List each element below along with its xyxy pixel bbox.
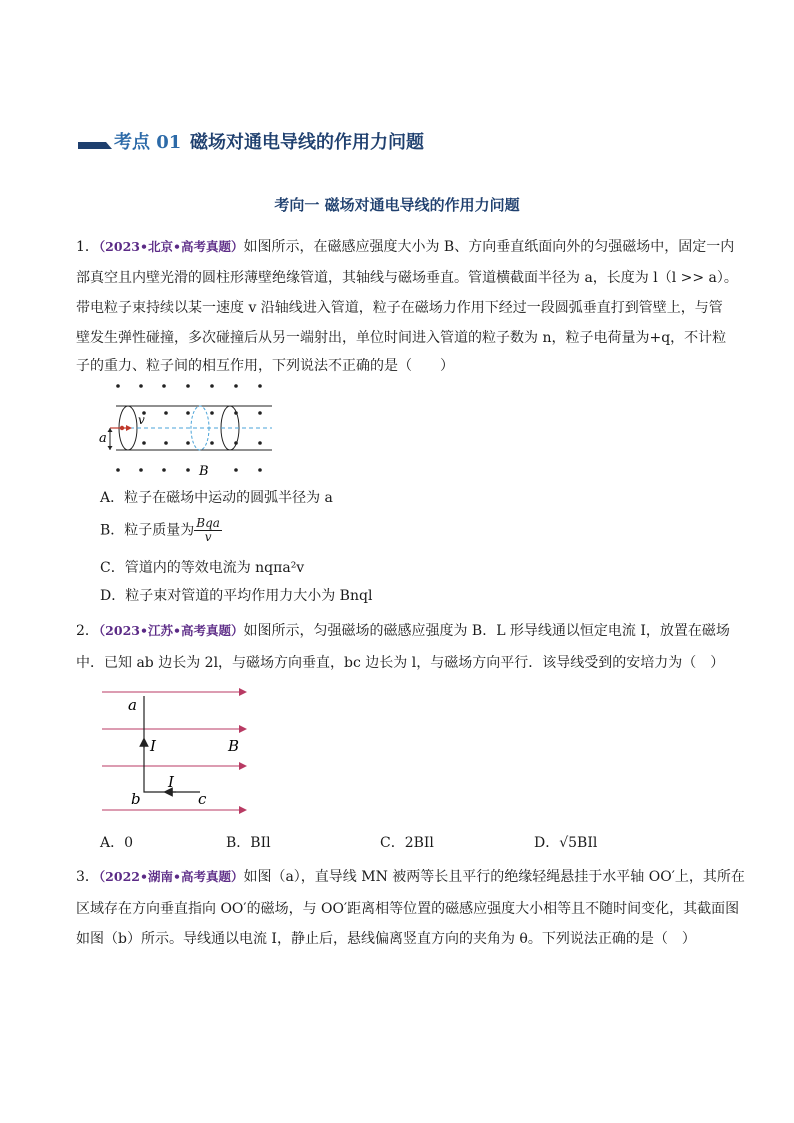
section-title: 磁场对通电导线的作用力问题 bbox=[190, 132, 424, 153]
q2-label-a: a bbox=[128, 696, 137, 714]
section-number: 考点 01 bbox=[114, 132, 182, 153]
q1-option-b-fraction bbox=[194, 517, 222, 544]
q2-option-d: D．√5BIl bbox=[534, 835, 598, 851]
fraction-numerator: Bqa bbox=[196, 516, 220, 530]
section-heading bbox=[78, 128, 448, 152]
subheading: 考向一 磁场对通电导线的作用力问题 bbox=[274, 196, 520, 214]
q2-number: 2． bbox=[76, 623, 99, 639]
q2-label-b: b bbox=[131, 790, 141, 808]
q2-line-2: 中．已知 ab 边长为 2l，与磁场方向垂直，bc 边长为 l，与磁场方向平行．该导线受到的安培力为（ ） bbox=[76, 655, 725, 671]
heading-bar-icon bbox=[78, 140, 114, 150]
q3-line-2: 区域存在方向垂直指向 OO′的磁场，与 OO′距离相等位置的磁感应强度大小相等且不随时间变化，其截面图 bbox=[76, 901, 740, 917]
q2-source: （2023•江苏•高考真题） bbox=[98, 623, 244, 638]
q1-source: （2023•北京•高考真题） bbox=[98, 239, 244, 254]
q1-label-v: v bbox=[138, 413, 145, 427]
q2-label-I2: I bbox=[168, 773, 174, 791]
q1-figure bbox=[96, 376, 286, 478]
q1-option-b bbox=[100, 517, 222, 544]
q2-text-1: 如图所示，匀强磁场的磁感应强度为 B．L 形导线通以恒定电流 I，放置在磁场 bbox=[243, 623, 730, 639]
q1-option-a: A．粒子在磁场中运动的圆弧半径为 a bbox=[100, 490, 333, 506]
q3-text-1: 如图（a），直导线 MN 被两等长且平行的绝缘轻绳悬挂于水平轴 OO′上，其所在 bbox=[243, 869, 745, 885]
q2-line-1 bbox=[76, 621, 730, 641]
q3-source: （2022•湖南•高考真题） bbox=[98, 869, 244, 884]
q1-number: 1． bbox=[76, 239, 99, 255]
fraction-denominator: v bbox=[204, 530, 212, 544]
q1-text-1: 如图所示，在磁感应强度大小为 B、方向垂直纸面向外的匀强磁场中，固定一内 bbox=[243, 239, 735, 255]
q2-label-c: c bbox=[198, 790, 207, 808]
q1-option-c: C．管道内的等效电流为 nqπa²v bbox=[100, 560, 305, 576]
q1-label-B: B bbox=[199, 464, 209, 478]
q2-label-I1: I bbox=[150, 737, 156, 755]
q2-option-a: A．0 bbox=[100, 835, 134, 851]
q1-option-b-prefix: B．粒子质量为 bbox=[100, 522, 195, 539]
q3-line-3: 如图（b）所示。导线通以电流 I，静止后，悬线偏离竖直方向的夹角为 θ。下列说法正确的是（ ） bbox=[76, 931, 696, 947]
q2-figure bbox=[96, 682, 256, 822]
q1-line-1 bbox=[76, 237, 734, 257]
q2-label-B: B bbox=[228, 737, 240, 755]
q2-option-c: C．2BIl bbox=[380, 835, 434, 851]
q1-option-d: D．粒子束对管道的平均作用力大小为 Bnql bbox=[100, 588, 373, 604]
q1-line-2: 部真空且内壁光滑的圆柱形薄壁绝缘管道，其轴线与磁场垂直。管道横截面半径为 a，长度为 l（l >> a）。 bbox=[76, 270, 738, 286]
q1-line-5: 子的重力、粒子间的相互作用，下列说法不正确的是（ ） bbox=[76, 358, 454, 374]
q3-line-1 bbox=[76, 867, 745, 887]
q1-label-a: a bbox=[99, 431, 107, 446]
q2-option-b: B．BIl bbox=[226, 835, 271, 851]
q1-line-4: 壁发生弹性碰撞，多次碰撞后从另一端射出，单位时间进入管道的粒子数为 n，粒子电荷量为+q，不计粒 bbox=[76, 330, 727, 346]
q3-number: 3． bbox=[76, 869, 99, 885]
q1-line-3: 带电粒子束持续以某一速度 v 沿轴线进入管道，粒子在磁场力作用下经过一段圆弧垂直打到管壁上，与管 bbox=[76, 300, 723, 316]
